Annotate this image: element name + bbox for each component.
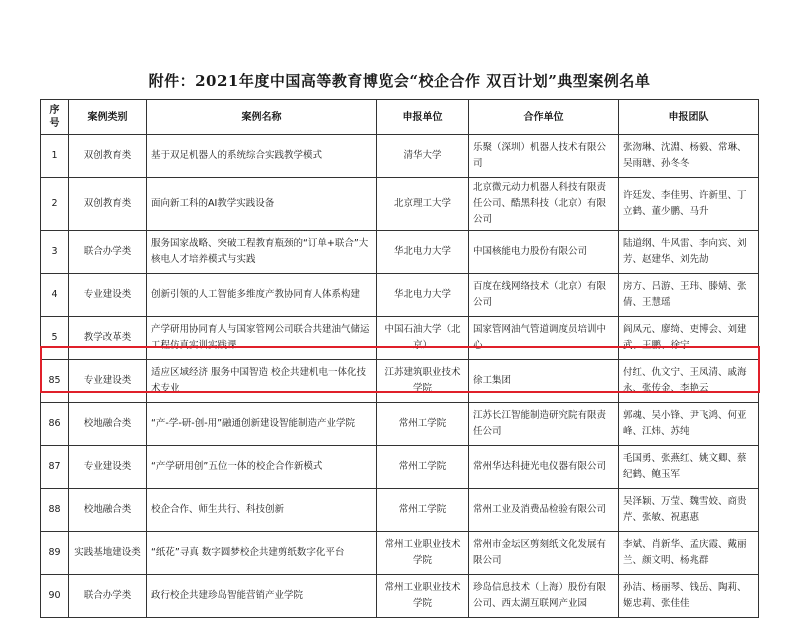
page-title: 附件：2021年度中国高等教育博览会“校企合作 双百计划”典型案例名单: [148, 72, 651, 90]
cell-partner: 常州市金坛区剪刻纸文化发展有限公司: [469, 532, 619, 575]
cell-name: 创新引领的人工智能多维度产教协同育人体系构建: [147, 274, 377, 317]
header-partner: 合作单位: [469, 100, 619, 135]
cell-team: 毛国勇、张燕红、姚文卿、蔡纪鹤、鲍玉军: [619, 446, 759, 489]
cell-unit: 常州工学院: [377, 489, 469, 532]
table-row: [41, 360, 759, 403]
cell-category: 校地融合类: [69, 489, 147, 532]
table-row: [41, 489, 759, 532]
cell-name: 基于双足机器人的系统综合实践教学模式: [147, 135, 377, 178]
cell-team: 阎凤元、廖绮、吏博会、刘建武、王鹏、徐宁: [619, 317, 759, 360]
cell-partner: 百度在线网络技术（北京）有限公司: [469, 274, 619, 317]
cell-partner: 北京微元动力机器人科技有限责任公司、酷黑科技（北京）有限公司: [469, 178, 619, 231]
cell-category: 联合办学类: [69, 575, 147, 618]
cell-unit: 中国石油大学（北京）: [377, 317, 469, 360]
cell-unit: 清华大学: [377, 135, 469, 178]
cell-category: 联合办学类: [69, 231, 147, 274]
cell-no: 87: [41, 446, 69, 489]
cell-name: “产-学-研-创-用”融通创新建设智能制造产业学院: [147, 403, 377, 446]
cell-team: 孙洁、杨丽琴、钱岳、陶莉、姬忠莉、张佳佳: [619, 575, 759, 618]
cell-partner: 珍岛信息技术（上海）股份有限公司、西太湖互联网产业园: [469, 575, 619, 618]
table-row: [41, 178, 759, 231]
cell-partner: 常州工业及消费品检验有限公司: [469, 489, 619, 532]
table-row: [41, 274, 759, 317]
table-row: [41, 532, 759, 575]
cell-unit: 华北电力大学: [377, 274, 469, 317]
case-list-table: [40, 99, 759, 618]
table-row: [41, 135, 759, 178]
cell-partner: 国家管网油气管道调度员培训中心: [469, 317, 619, 360]
cell-category: 双创教育类: [69, 135, 147, 178]
cell-team: 张沕琳、沈淵、杨毅、常琳、吴雨瑭、孙冬冬: [619, 135, 759, 178]
cell-unit: 华北电力大学: [377, 231, 469, 274]
cell-name: “纸花”寻真 数字圆梦校企共建剪纸数字化平台: [147, 532, 377, 575]
cell-partner: 常州华达科捷光电仪器有限公司: [469, 446, 619, 489]
cell-category: 双创教育类: [69, 178, 147, 231]
cell-unit: 常州工业职业技术学院: [377, 575, 469, 618]
cell-team: 房方、吕游、王玮、滕婧、张倩、王慧瑶: [619, 274, 759, 317]
header-unit: 申报单位: [377, 100, 469, 135]
cell-category: 专业建设类: [69, 360, 147, 403]
cell-unit: 江苏建筑职业技术学院: [377, 360, 469, 403]
cell-no: 2: [41, 178, 69, 231]
cell-team: 许廷发、李佳男、许新里、丁立鹤、董少鹏、马升: [619, 178, 759, 231]
cell-category: 实践基地建设类: [69, 532, 147, 575]
cell-partner: 中国核能电力股份有限公司: [469, 231, 619, 274]
cell-no: 1: [41, 135, 69, 178]
cell-category: 专业建设类: [69, 446, 147, 489]
table-row: [41, 403, 759, 446]
cell-name: 适应区域经济 服务中国智造 校企共建机电一体化技术专业: [147, 360, 377, 403]
cell-partner: 乐聚（深圳）机器人技术有限公司: [469, 135, 619, 178]
cell-no: 89: [41, 532, 69, 575]
cell-unit: 常州工学院: [377, 403, 469, 446]
cell-no: 88: [41, 489, 69, 532]
cell-name: “产学研用创”五位一体的校企合作新模式: [147, 446, 377, 489]
cell-category: 教学改革类: [69, 317, 147, 360]
cell-unit: 北京理工大学: [377, 178, 469, 231]
cell-team: 郭魂、吴小锋、尹飞鸿、何亚峰、江炜、苏纯: [619, 403, 759, 446]
cell-name: 政行校企共建珍岛智能营销产业学院: [147, 575, 377, 618]
cell-team: 付红、仇文宁、王凤清、戚海永、张传金、李艳云: [619, 360, 759, 403]
cell-name: 面向新工科的AI教学实践设备: [147, 178, 377, 231]
header-team: 申报团队: [619, 100, 759, 135]
cell-no: 3: [41, 231, 69, 274]
cell-partner: 徐工集团: [469, 360, 619, 403]
table-row: [41, 446, 759, 489]
cell-team: 李斌、肖新华、孟庆霞、戴丽兰、颜文明、杨兆群: [619, 532, 759, 575]
cell-team: 陆道纲、牛风雷、李向宾、刘芳、赵建华、刘先劼: [619, 231, 759, 274]
table-row: [41, 317, 759, 360]
cell-category: 专业建设类: [69, 274, 147, 317]
cell-team: 吴泽颖、万莹、魏雪姣、商贵芹、张敏、祝惠惠: [619, 489, 759, 532]
cell-no: 90: [41, 575, 69, 618]
cell-no: 86: [41, 403, 69, 446]
table-header-row: [41, 100, 759, 135]
cell-category: 校地融合类: [69, 403, 147, 446]
cell-no: 4: [41, 274, 69, 317]
cell-unit: 常州工业职业技术学院: [377, 532, 469, 575]
cell-no: 5: [41, 317, 69, 360]
cell-partner: 江苏长江智能制造研究院有限责任公司: [469, 403, 619, 446]
header-category: 案例类别: [69, 100, 147, 135]
cell-name: 服务国家战略、突破工程教育瓶颈的“订单+联合”大核电人才培养模式与实践: [147, 231, 377, 274]
table-row: [41, 575, 759, 618]
cell-name: 产学研用协同育人与国家管网公司联合共建油气储运工程仿真实训实践课: [147, 317, 377, 360]
header-name: 案例名称: [147, 100, 377, 135]
cell-no: 85: [41, 360, 69, 403]
table-row: [41, 231, 759, 274]
cell-unit: 常州工学院: [377, 446, 469, 489]
header-no: 序号: [41, 100, 69, 135]
cell-name: 校企合作、师生共行、科技创新: [147, 489, 377, 532]
